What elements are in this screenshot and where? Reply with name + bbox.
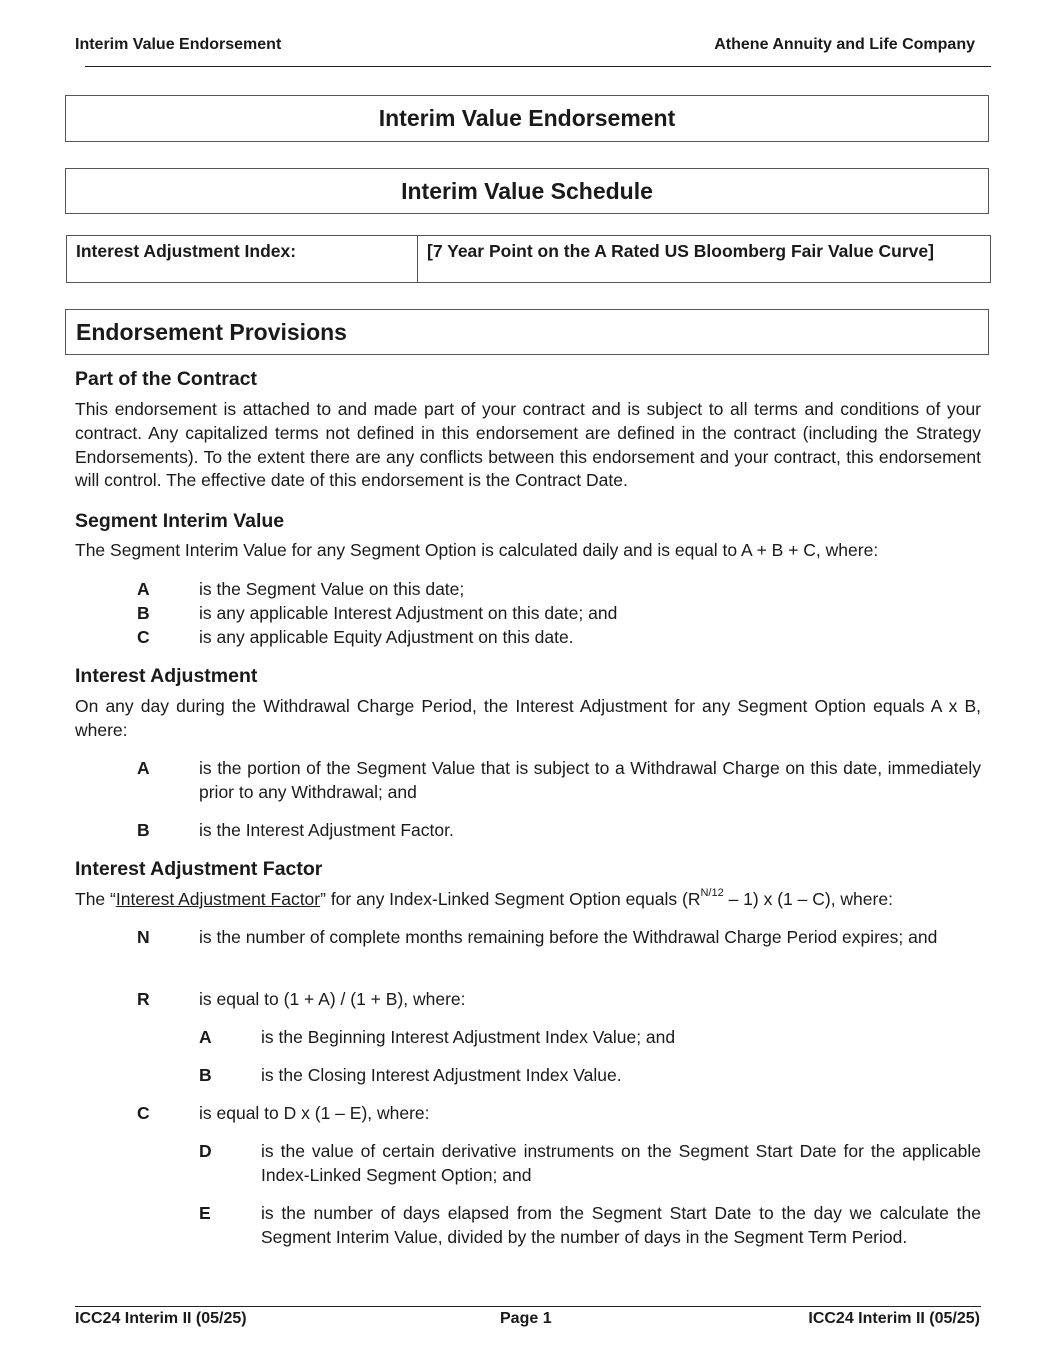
running-header-title: Interim Value Endorsement [75,36,282,53]
ia-heading: Interest Adjustment [75,665,258,687]
item-text: is the number of days elapsed from the Segment Start Date to the day we calculate the Segment Interim Value, divided by the number of days in the Segment Term Period. [261,1203,981,1247]
running-header-company: Athene Annuity and Life Company [714,36,975,53]
item-label: E [199,1203,211,1223]
table-row [67,236,991,283]
item-text: is equal to D x (1 – E), where: [199,1103,430,1123]
schedule-label: Interest Adjustment Index: [67,236,418,283]
item-label: C [137,1103,150,1123]
item-label: B [137,820,150,840]
item-text: is any applicable Interest Adjustment on this date; and [199,603,618,623]
header-rule [85,66,991,67]
part-heading: Part of the Contract [75,368,258,390]
item-label: C [137,627,150,647]
footer-form-number-left: ICC24 Interim II (05/25) [75,1310,247,1327]
item-text: is equal to (1 + A) / (1 + B), where: [199,989,466,1009]
provisions-title: Endorsement Provisions [65,309,989,355]
document-title: Interim Value Endorsement [65,95,989,142]
item-label: B [199,1065,212,1085]
part-text: This endorsement is attached to and made part of your contract and is subject to all terms and conditions of your contract. Any capitalized terms not defined in this endorsement are defined in the contract (including the Strategy Endorsements). To the extent there are any conflicts between this endorsement and your contract, this endorsement will control. The effective date of this endorsement is the Contract Date. [75,399,981,491]
item-label: A [137,579,150,599]
item-text: is any applicable Equity Adjustment on this date. [199,627,574,647]
defined-term: Interest Adjustment Factor [115,889,321,909]
schedule-title: Interim Value Schedule [65,168,989,214]
siv-text: The Segment Interim Value for any Segment Option is calculated daily and is equal to A + B + C, where: [75,540,879,560]
item-label: N [137,927,150,947]
item-text: is the number of complete months remaining before the Withdrawal Charge Period expires; and [199,927,938,947]
item-text: is the value of certain derivative instruments on the Segment Start Date for the applicable Index-Linked Segment Option; and [261,1141,981,1185]
item-text: is the Segment Value on this date; [199,579,465,599]
schedule-table [66,235,991,283]
item-text: is the portion of the Segment Value that is subject to a Withdrawal Charge on this date, immediately prior to any Withdrawal; and [199,758,981,802]
item-text: is the Closing Interest Adjustment Index Value. [261,1065,622,1085]
item-label: A [199,1027,212,1047]
item-text: is the Interest Adjustment Factor. [199,820,454,840]
siv-heading: Segment Interim Value [75,510,285,532]
schedule-value: [7 Year Point on the A Rated US Bloomberg Fair Value Curve] [418,236,991,283]
item-label: A [137,758,150,778]
item-label: R [137,989,150,1009]
footer-rule [75,1306,981,1307]
item-label: D [199,1141,212,1161]
ia-text: On any day during the Withdrawal Charge Period, the Interest Adjustment for any Segment Option equals A x B, where: [75,696,981,740]
footer-form-number-right: ICC24 Interim II (05/25) [808,1310,980,1327]
item-label: B [137,603,150,623]
item-text: is the Beginning Interest Adjustment Index Value; and [261,1027,676,1047]
iaf-heading: Interest Adjustment Factor [75,858,323,880]
page-number: Page 1 [500,1310,552,1327]
iaf-text: The “Interest Adjustment Factor” for any Index-Linked Segment Option equals $(R^{N/12} - 1)$ x (1 – C), where: [75,887,893,909]
